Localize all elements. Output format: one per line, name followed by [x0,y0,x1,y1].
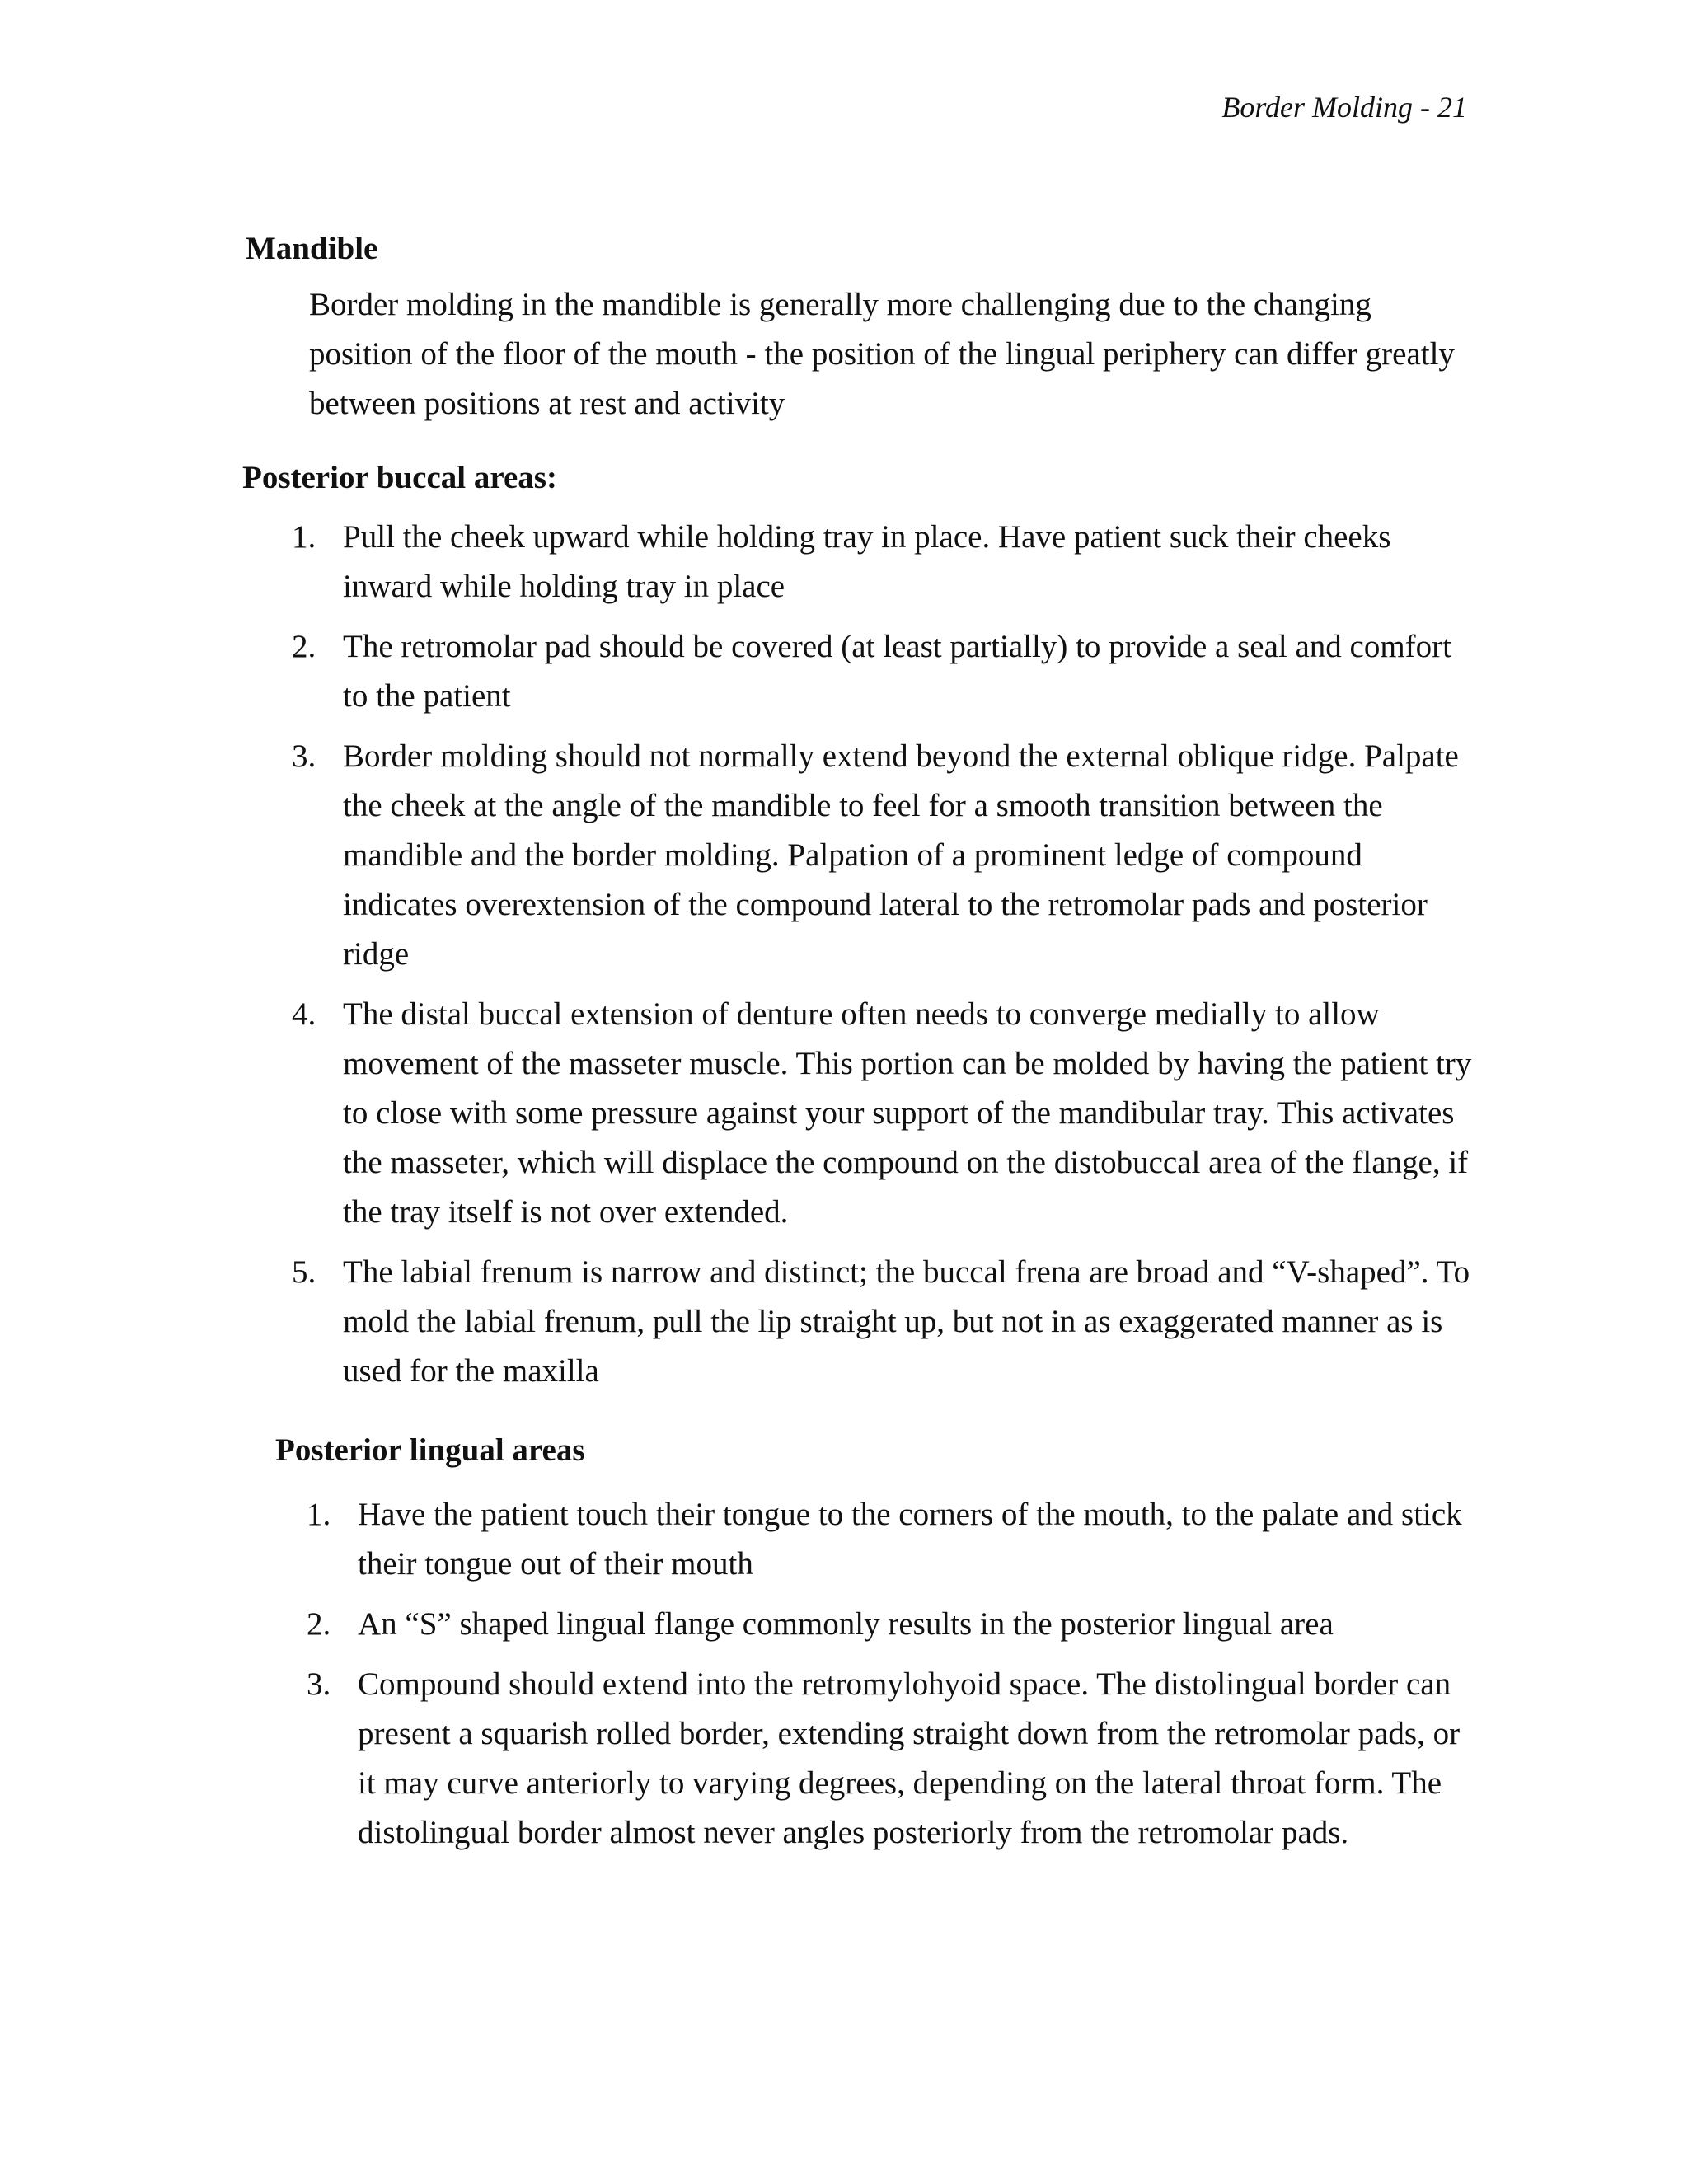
list-item-number: 3. [292,738,316,774]
list-item-text: The labial frenum is narrow and distinct; the buccal frena are broad and “V-shaped”. To mold the labial frenum, pull the lip straight up, but not in as exaggerated manner as is used for the maxilla [343,1254,1470,1389]
list-item-text: The retromolar pad should be covered (at least partially) to provide a seal and comfort to the patient [343,629,1451,714]
mandible-heading: Mandible [246,231,378,266]
list-item-text: Border molding should not normally extend beyond the external oblique ridge. Palpate the cheek at the angle of the mandible to feel for a smooth transition between the mandible and the border molding. Palpation of a prominent ledge of compound indicates overextension of the compound lateral to the retromolar pads and posterior ridge [343,738,1459,972]
list-item [307,1600,1477,1649]
list-item-number: 3. [307,1666,331,1702]
list-item-number: 2. [292,629,316,664]
list-item-number: 1. [292,519,316,555]
list-item-text: The distal buccal extension of denture often needs to converge medially to allow movement of the masseter muscle. This portion can be molded by having the patient try to close with some pressure against your support of the mandibular tray. This activates the masseter, which will displace the compound on the distobuccal area of the flange, if the tray itself is not over extended. [343,996,1472,1230]
list-item-number: 2. [307,1606,331,1642]
posterior-buccal-heading: Posterior buccal areas: [242,460,557,495]
list-item [292,732,1479,979]
posterior-lingual-heading: Posterior lingual areas [275,1432,585,1468]
list-item [292,513,1479,612]
running-header: Border Molding - 21 [1221,91,1467,124]
list-item [292,622,1479,721]
mandible-intro-paragraph: Border molding in the mandible is generally more challenging due to the changing position of the floor of the mouth - the position of the lingual periphery can differ greatly between positions at rest and activity [309,287,1455,421]
list-item-text: An “S” shaped lingual flange commonly results in the posterior lingual area [358,1606,1334,1642]
list-item-number: 4. [292,996,316,1032]
list-item [292,990,1479,1237]
list-item [307,1490,1477,1589]
posterior-buccal-list [292,513,1479,1407]
list-item-number: 1. [307,1497,331,1532]
list-item [307,1660,1477,1858]
list-item-text: Pull the cheek upward while holding tray in place. Have patient suck their cheeks inward while holding tray in place [343,519,1391,604]
list-item-number: 5. [292,1254,316,1290]
list-item-text: Compound should extend into the retromylohyoid space. The distolingual border can present a squarish rolled border, extending straight down from the retromolar pads, or it may curve anteriorly to varying degrees, depending on the lateral throat form. The distolingual border almost never angles posteriorly from the retromolar pads. [358,1666,1461,1850]
list-item [292,1248,1479,1396]
list-item-text: Have the patient touch their tongue to the corners of the mouth, to the palate and stick their tongue out of their mouth [358,1497,1462,1582]
posterior-lingual-list [307,1490,1477,1868]
